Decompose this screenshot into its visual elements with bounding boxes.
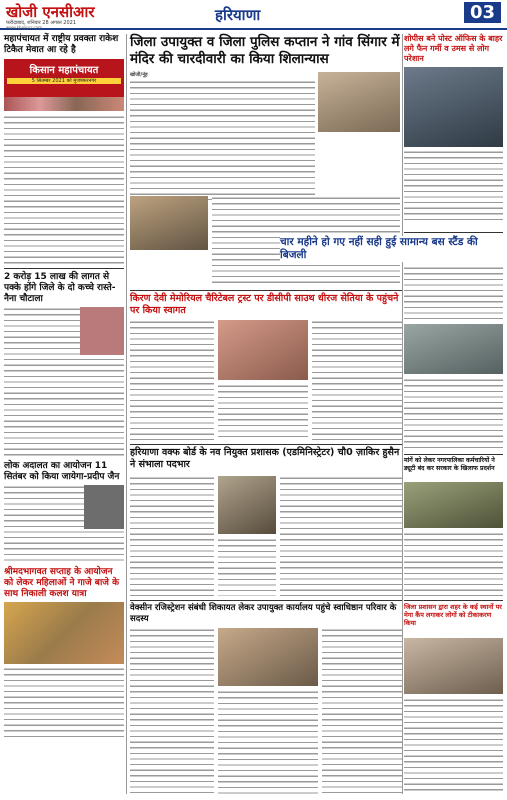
divider <box>404 600 503 601</box>
bus-stand-text <box>404 266 503 322</box>
masthead <box>0 0 507 30</box>
bus-stand-photo <box>404 324 503 374</box>
page-number: 03 <box>464 2 501 23</box>
vaccine-article-text-2 <box>322 628 402 794</box>
banner-photo-strip <box>4 97 124 111</box>
section-title: हरियाणा <box>215 6 261 24</box>
divider <box>4 268 124 269</box>
mahapanchayat-banner <box>4 59 124 97</box>
protest-photo <box>404 482 503 528</box>
newspaper-logo: खोजी एनसीआर <box>6 3 95 21</box>
waqf-photo <box>218 476 276 534</box>
divider <box>130 444 402 445</box>
kiran-article-text-2 <box>312 320 402 440</box>
waqf-article-text-3 <box>218 538 276 596</box>
column-divider <box>402 34 403 794</box>
main-photo-1 <box>318 72 400 132</box>
kiran-article-text <box>130 320 214 440</box>
divider <box>404 232 503 233</box>
post-office-photo <box>404 67 503 147</box>
bus-stand-text-2 <box>404 378 503 450</box>
headline-post-office-fans: शोपीस बने पोस्ट ऑफिस के बाहर लगे फैन गर्मी व उमस से लोग परेशान <box>404 34 503 63</box>
headline-vaccine-registration: वेक्सीन रजिस्ट्रेशन संबंधी शिकायत लेकर उपायुक्त कार्यालय पहुंचे स्वाधिष्ठान परिवार के सदस्य <box>130 603 397 624</box>
main-headline: जिला उपायुक्त व जिला पुलिस कप्तान ने गांव सिंगार में मंदिर की चारदीवारी का किया शिलान्यास <box>130 34 400 67</box>
headline-kiran-devi-trust: किरण देवी मेमोरियल चैरिटेबल ट्रस्ट पर डीसीपी साउथ धीरज सेतिया के पहुंचने पर किया स्वागत <box>130 293 399 316</box>
waqf-article-text-2 <box>280 476 402 596</box>
headline-tikait: महापंचायत में राष्ट्रीय प्रवक्ता राकेश टिकैत मेवात आ रहे है <box>4 34 119 55</box>
banner-subtitle: 5 सितम्बर 2021 को मुजफ्फरनगर <box>7 78 121 84</box>
right-column <box>404 34 503 220</box>
headline-kalash-yatra: श्रीमदभागवत सप्ताह के आयोजन को लेकर महिलाओं ने गाजे बाजे के साथ निकाली कलश यात्रा <box>4 567 119 599</box>
vaccine-photo <box>218 628 318 686</box>
headline-vaccination-camp: जिला प्रशासन द्वारा शहर के कई स्थानों पर मेगा कैंप लगाकर लोगों को टीकाकरण किया <box>404 603 502 627</box>
portrait-photo-2 <box>84 485 124 529</box>
article-text-tikait <box>4 115 124 265</box>
kiran-article-text-3 <box>218 384 308 440</box>
divider <box>130 600 402 601</box>
main-photo-2 <box>130 196 208 250</box>
banner-title: किसान महापंचायत <box>29 65 99 76</box>
website-line: www.khojincr.com <box>6 25 43 30</box>
article-text-kalash <box>4 667 124 737</box>
column-divider <box>126 34 127 794</box>
headline-municipal-protest: मांगें को लेकर नगरपालिका कर्मचारियों ने ड्यूटी बंद कर सरकार के खिलाफ प्रदर्शन <box>404 457 495 472</box>
main-article <box>130 72 315 200</box>
vaccine-article-text <box>130 628 214 794</box>
divider <box>404 454 503 455</box>
kiran-photo <box>218 320 308 380</box>
kalash-yatra-photo <box>4 602 124 664</box>
edition-line: फरीदाबाद, शनिवार 28 अगस्त 2021 <box>6 20 77 26</box>
left-column <box>4 34 124 737</box>
main-article-text <box>130 80 315 200</box>
divider <box>130 290 402 291</box>
vaccination-camp-photo <box>404 638 503 694</box>
vaccination-camp-text <box>404 698 503 794</box>
vaccine-article-text-3 <box>218 690 318 794</box>
main-byline: खोजी/नूंह <box>130 72 148 78</box>
headline-waqf-board: हरियाणा वक्फ बोर्ड के नव नियुक्त प्रशासक (एडमिनिस्ट्रेटर) चौ0 ज़ाकिर हुसैन ने संभाला पदभार <box>130 447 400 470</box>
headline-roads: 2 करोड़ 15 लाख की लागत से पक्के होंगे जिले के दो कच्चे रास्ते-नैना चौटाला <box>4 272 116 304</box>
headline-lok-adalat: लोक अदालत का आयोजन 11 सितंबर को किया जायेगा-प्रदीप जैन <box>4 461 120 482</box>
headline-bus-stand: चार महीने हो गए नहीं सही हुई सामान्य बस स्टैंड की बिजली <box>280 236 503 262</box>
post-office-text <box>404 150 503 220</box>
portrait-photo <box>80 307 124 355</box>
waqf-article-text <box>130 476 214 596</box>
protest-text <box>404 532 503 596</box>
